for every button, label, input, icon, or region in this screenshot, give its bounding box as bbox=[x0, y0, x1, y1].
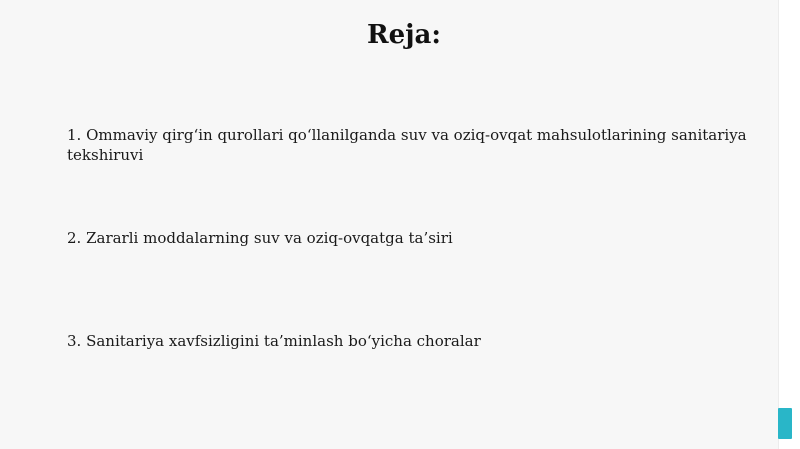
plan-item-1: 1. Ommaviy qirg‘in qurollari qo‘llanilganda suv va oziq-ovqat mahsulotlarining sanitariya tekshiruvi bbox=[67, 126, 747, 164]
vertical-scrollbar[interactable] bbox=[778, 0, 800, 449]
plan-item-2: 2. Zararli moddalarning suv va oziq-ovqatga ta’siri bbox=[67, 229, 453, 247]
slide-title: Reja: bbox=[366, 20, 441, 50]
plan-item-3: 3. Sanitariya xavfsizligini ta’minlash bo‘yicha choralar bbox=[67, 332, 481, 350]
scrollbar-thumb[interactable] bbox=[778, 408, 792, 439]
